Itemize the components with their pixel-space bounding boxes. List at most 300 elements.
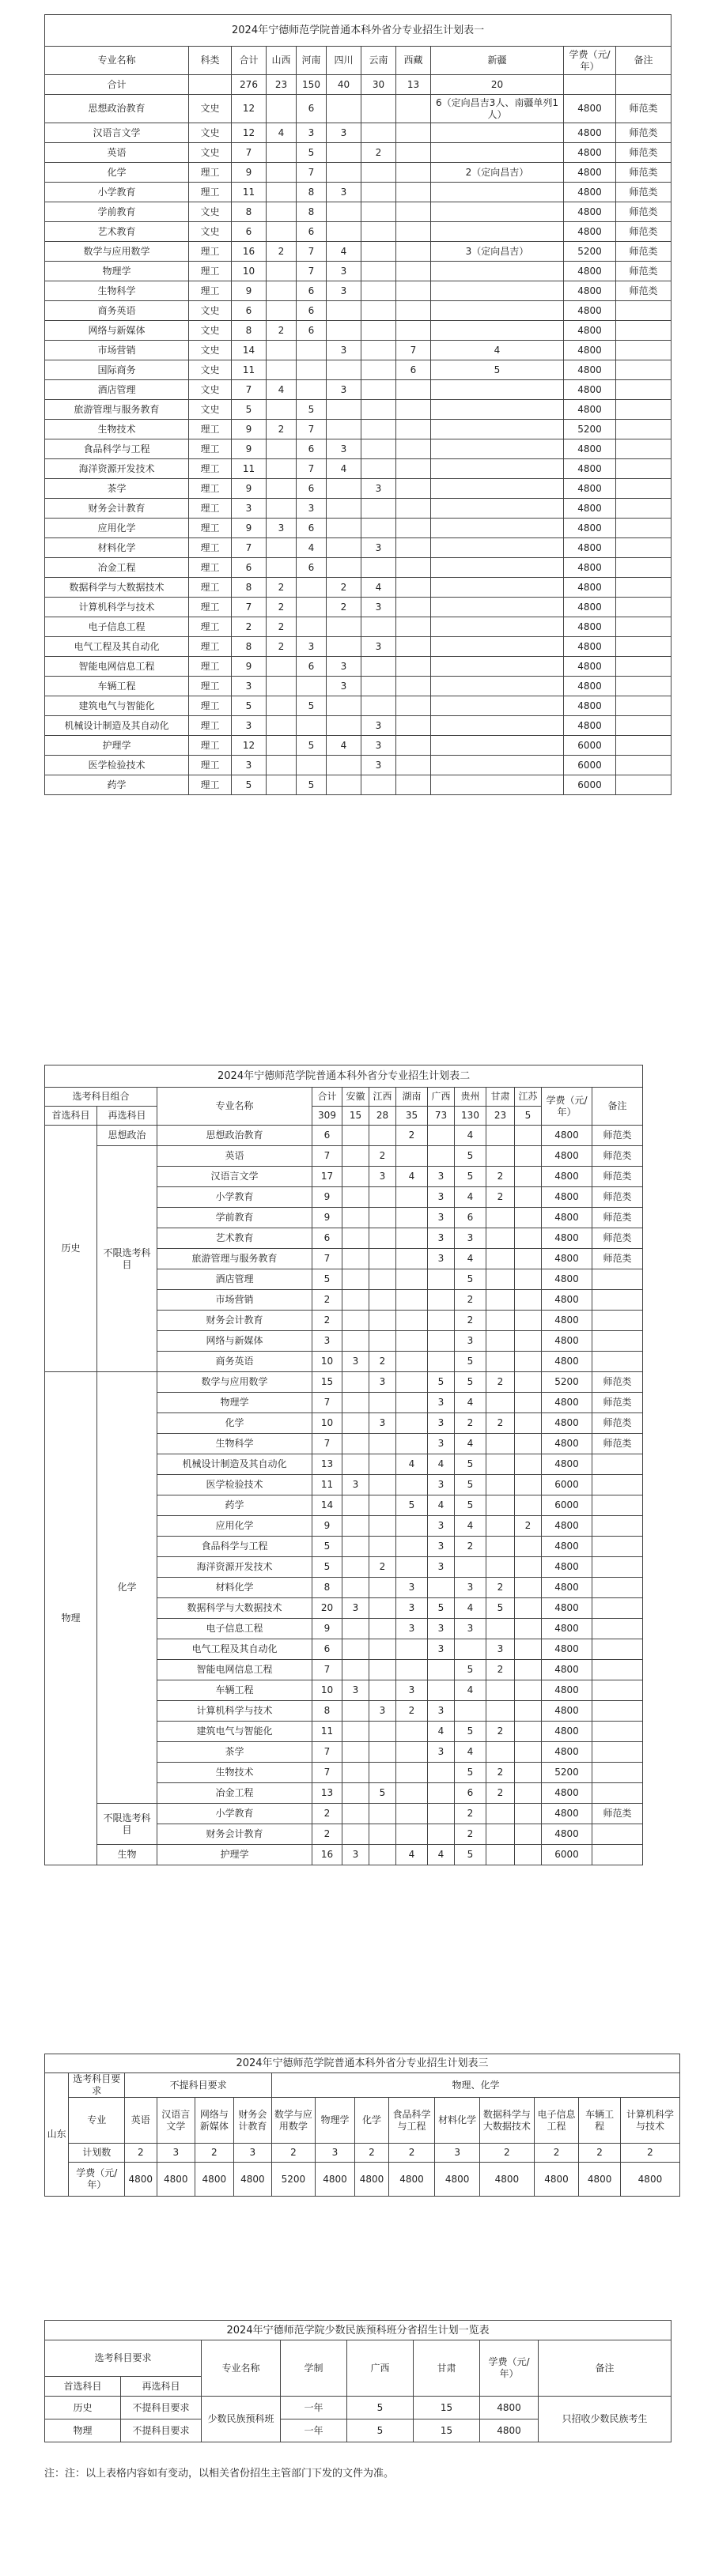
cell <box>616 519 671 538</box>
cell <box>327 143 361 163</box>
cell <box>592 1722 643 1742</box>
cell: 3 <box>428 1434 455 1454</box>
cell: 建筑电气与智能化 <box>45 696 189 716</box>
second-subject-cell: 不限选考科目 <box>97 1146 157 1372</box>
fee-cell: 4800 <box>579 2163 621 2197</box>
cell <box>267 439 297 459</box>
cell: 4800 <box>542 1722 592 1742</box>
cell: 7 <box>312 1249 342 1269</box>
cell <box>396 400 431 420</box>
header-cell: 学制 <box>281 2340 347 2397</box>
cell: 9 <box>232 281 267 301</box>
cell <box>297 360 327 380</box>
cell: 4 <box>455 1742 486 1763</box>
cell: 旅游管理与服务教育 <box>45 400 189 420</box>
cell: 师范类 <box>616 143 671 163</box>
cell <box>396 1187 428 1208</box>
cell: 13 <box>312 1783 342 1804</box>
cell: 2 <box>486 1783 515 1804</box>
cell: 3 <box>327 439 361 459</box>
cell <box>616 301 671 321</box>
cell: 2 <box>327 578 361 598</box>
cell <box>515 1578 542 1598</box>
table-row <box>45 617 671 637</box>
cell <box>616 716 671 736</box>
table-row <box>45 558 671 578</box>
cell: 7 <box>312 1434 342 1454</box>
cell: 4800 <box>564 202 616 222</box>
header-cell: 广西 <box>347 2340 414 2397</box>
cell <box>327 617 361 637</box>
table-row <box>45 281 671 301</box>
cell: 3 <box>428 1393 455 1413</box>
cell <box>369 1680 396 1701</box>
cell: 11 <box>312 1722 342 1742</box>
table-row <box>45 183 671 202</box>
cell <box>515 1454 542 1475</box>
cell <box>616 617 671 637</box>
cell: 10 <box>232 262 267 281</box>
cell: 3 <box>361 479 396 499</box>
cell: 理工 <box>189 499 232 519</box>
cell <box>342 1804 369 1824</box>
cell <box>515 1639 542 1660</box>
cell <box>369 1331 396 1352</box>
cell: 5 <box>297 736 327 756</box>
cell: 9 <box>232 479 267 499</box>
cell <box>515 1680 542 1701</box>
cell <box>361 657 396 677</box>
cell <box>515 1249 542 1269</box>
cell: 5 <box>297 775 327 795</box>
second-subject-cell: 思想政治 <box>97 1126 157 1146</box>
total-cell: 合计 <box>45 75 189 95</box>
cell <box>431 222 564 242</box>
cell <box>396 1804 428 1824</box>
cell <box>486 1434 515 1454</box>
cell <box>515 1742 542 1763</box>
cell: 5 <box>428 1598 455 1619</box>
cell: 3 <box>428 1557 455 1578</box>
cell: 9 <box>232 657 267 677</box>
cell: 理工 <box>189 262 232 281</box>
cell: 3 <box>369 1413 396 1434</box>
cell <box>267 736 297 756</box>
cell <box>428 1146 455 1167</box>
cell: 3 <box>428 1249 455 1269</box>
cell: 4800 <box>542 1249 592 1269</box>
cell: 6 <box>232 222 267 242</box>
cell: 3 <box>428 1413 455 1434</box>
cell: 7 <box>312 1146 342 1167</box>
cell <box>396 459 431 479</box>
cell: 6 <box>297 301 327 321</box>
cell: 4 <box>361 578 396 598</box>
cell: 文史 <box>189 301 232 321</box>
header-cell: 云南 <box>361 47 396 75</box>
cell <box>267 301 297 321</box>
cell: 8 <box>232 202 267 222</box>
table-row <box>45 756 671 775</box>
cell <box>267 558 297 578</box>
cell <box>592 1352 643 1372</box>
cell <box>369 1763 396 1783</box>
cell: 商务英语 <box>157 1352 312 1372</box>
cell: 3 <box>396 1680 428 1701</box>
cell <box>616 775 671 795</box>
cell: 计算机科学与技术 <box>45 598 189 617</box>
cell: 4 <box>455 1249 486 1269</box>
total-cell: 13 <box>396 75 431 95</box>
major-cell: 食品科学与工程 <box>388 2098 435 2144</box>
cell: 茶学 <box>45 479 189 499</box>
cell: 4 <box>428 1845 455 1865</box>
cell: 电子信息工程 <box>45 617 189 637</box>
header-cell: 江西 <box>369 1088 396 1107</box>
cell: 4 <box>327 459 361 479</box>
cell: 2 <box>232 617 267 637</box>
cell <box>361 775 396 795</box>
cell <box>369 1598 396 1619</box>
cell: 4 <box>428 1454 455 1475</box>
cell <box>369 1311 396 1331</box>
second-subject-cell: 化学 <box>97 1372 157 1804</box>
cell: 汉语言文学 <box>45 123 189 143</box>
cell <box>515 1146 542 1167</box>
header-cell: 四川 <box>327 47 361 75</box>
cell: 4800 <box>564 262 616 281</box>
cell <box>342 1454 369 1475</box>
cell <box>361 321 396 341</box>
cell: 15 <box>414 2419 480 2442</box>
cell <box>361 459 396 479</box>
cell: 学前教育 <box>157 1208 312 1228</box>
cell: 4 <box>455 1187 486 1208</box>
cell <box>592 1619 643 1639</box>
cell <box>431 439 564 459</box>
cell <box>431 202 564 222</box>
cell <box>342 1187 369 1208</box>
cell: 3 <box>342 1680 369 1701</box>
cell: 4800 <box>564 95 616 123</box>
fee-cell: 4800 <box>620 2163 679 2197</box>
cell <box>342 1619 369 1639</box>
cell: 智能电网信息工程 <box>45 657 189 677</box>
major-cell: 财务会计教育 <box>233 2098 272 2144</box>
cell: 5 <box>297 696 327 716</box>
cell <box>369 1722 396 1742</box>
fee-cell: 5200 <box>272 2163 316 2197</box>
cell <box>342 1249 369 1269</box>
cell <box>396 1249 428 1269</box>
header-cell: 15 <box>342 1107 369 1126</box>
cell: 5 <box>455 1352 486 1372</box>
cell <box>515 1824 542 1845</box>
cell: 4800 <box>542 1619 592 1639</box>
cell <box>486 1393 515 1413</box>
cell: 3 <box>232 716 267 736</box>
cell: 理工 <box>189 617 232 637</box>
cell <box>396 380 431 400</box>
cell <box>369 1578 396 1598</box>
cell <box>342 1311 369 1331</box>
cell <box>515 1701 542 1722</box>
cell <box>396 123 431 143</box>
cell: 6 <box>297 222 327 242</box>
table-row <box>45 538 671 558</box>
cell: 历史 <box>45 2397 121 2419</box>
cell <box>361 696 396 716</box>
cell <box>431 637 564 657</box>
header-cell: 备注 <box>592 1088 643 1126</box>
cell: 化学 <box>45 163 189 183</box>
cell: 理工 <box>189 519 232 538</box>
cell: 4 <box>327 736 361 756</box>
cell <box>327 756 361 775</box>
cell: 小学教育 <box>157 1804 312 1824</box>
cell: 师范类 <box>616 183 671 202</box>
header-cell: 学费（元/年） <box>69 2163 125 2197</box>
total-cell: 23 <box>267 75 297 95</box>
cell: 2 <box>267 242 297 262</box>
cell <box>327 538 361 558</box>
cell: 7 <box>312 1742 342 1763</box>
cell <box>361 400 396 420</box>
cell: 5200 <box>564 242 616 262</box>
cell <box>267 716 297 736</box>
cell: 一年 <box>281 2397 347 2419</box>
cell <box>361 341 396 360</box>
cell: 12 <box>232 95 267 123</box>
cell: 5200 <box>542 1372 592 1393</box>
cell: 理工 <box>189 420 232 439</box>
cell <box>396 1290 428 1311</box>
cell <box>431 538 564 558</box>
table-row <box>45 479 671 499</box>
table-title: 2024年宁德师范学院普通本科外省分专业招生计划表一 <box>45 15 671 47</box>
table-row <box>45 380 671 400</box>
cell: 理工 <box>189 538 232 558</box>
fee-cell: 4800 <box>315 2163 355 2197</box>
cell <box>431 696 564 716</box>
major-cell: 数学与应用数学 <box>272 2098 316 2144</box>
table-title: 2024年宁德师范学院少数民族预科班分省招生计划一览表 <box>45 2321 671 2340</box>
cell <box>592 1660 643 1680</box>
cell: 5 <box>455 1763 486 1783</box>
cell <box>515 1763 542 1783</box>
cell: 2 <box>312 1804 342 1824</box>
cell: 4800 <box>542 1639 592 1660</box>
cell <box>515 1804 542 1824</box>
cell <box>396 1763 428 1783</box>
cell <box>327 558 361 578</box>
table-row <box>45 439 671 459</box>
cell: 4800 <box>564 578 616 598</box>
cell: 4 <box>455 1680 486 1701</box>
cell <box>515 1660 542 1680</box>
cell <box>327 420 361 439</box>
cell: 师范类 <box>616 262 671 281</box>
cell <box>267 163 297 183</box>
cell <box>369 1639 396 1660</box>
table-header-row <box>45 47 671 75</box>
cell: 3 <box>342 1475 369 1495</box>
cell <box>486 1269 515 1290</box>
cell: 4800 <box>564 360 616 380</box>
cell <box>369 1537 396 1557</box>
cell <box>515 1352 542 1372</box>
table-row <box>45 637 671 657</box>
cell <box>515 1783 542 1804</box>
cell: 3 <box>428 1701 455 1722</box>
cell <box>342 1228 369 1249</box>
cell: 3 <box>312 1331 342 1352</box>
total-cell <box>616 75 671 95</box>
cell: 9 <box>232 163 267 183</box>
cell: 3 <box>428 1619 455 1639</box>
cell: 5 <box>455 1495 486 1516</box>
cell <box>342 1434 369 1454</box>
table-row <box>45 143 671 163</box>
plan-cell: 3 <box>315 2144 355 2163</box>
cell <box>592 1537 643 1557</box>
cell: 财务会计教育 <box>157 1311 312 1331</box>
cell <box>297 716 327 736</box>
cell <box>342 1331 369 1352</box>
cell: 7 <box>297 420 327 439</box>
cell: 3 <box>327 123 361 143</box>
cell: 6 <box>297 95 327 123</box>
cell: 材料化学 <box>45 538 189 558</box>
cell: 3 <box>361 716 396 736</box>
cell <box>616 736 671 756</box>
cell: 2 <box>369 1352 396 1372</box>
cell: 4 <box>428 1495 455 1516</box>
cell: 12 <box>232 736 267 756</box>
cell: 3 <box>455 1619 486 1639</box>
cell: 艺术教育 <box>157 1228 312 1249</box>
cell <box>396 420 431 439</box>
cell: 2 <box>369 1557 396 1578</box>
table-row <box>45 341 671 360</box>
cell: 3 <box>428 1475 455 1495</box>
cell <box>396 499 431 519</box>
cell: 7 <box>232 538 267 558</box>
cell <box>396 1824 428 1845</box>
header-cell: 35 <box>396 1107 428 1126</box>
cell: 5 <box>297 143 327 163</box>
cell: 2 <box>455 1311 486 1331</box>
cell: 9 <box>312 1516 342 1537</box>
table-row <box>45 1845 643 1865</box>
cell: 英语 <box>157 1146 312 1167</box>
cell: 思想政治教育 <box>45 95 189 123</box>
cell <box>592 1742 643 1763</box>
header-cell: 5 <box>515 1107 542 1126</box>
header-cell: 23 <box>486 1107 515 1126</box>
cell: 师范类 <box>592 1413 643 1434</box>
cell: 车辆工程 <box>45 677 189 696</box>
cell: 2 <box>455 1413 486 1434</box>
cell: 3 <box>297 499 327 519</box>
table-row <box>45 716 671 736</box>
cell: 海洋资源开发技术 <box>157 1557 312 1578</box>
cell <box>431 657 564 677</box>
cell: 3 <box>361 598 396 617</box>
total-cell: 20 <box>431 75 564 95</box>
cell <box>486 1804 515 1824</box>
cell: 一年 <box>281 2419 347 2442</box>
cell: 师范类 <box>592 1187 643 1208</box>
plan-cell: 2 <box>388 2144 435 2163</box>
header-cell: 选考科目要求 <box>45 2340 202 2377</box>
cell: 3 <box>327 380 361 400</box>
header-cell: 选考科目组合 <box>45 1088 157 1107</box>
cell <box>616 637 671 657</box>
cell <box>428 1126 455 1146</box>
cell <box>486 1475 515 1495</box>
major-cell: 物理学 <box>315 2098 355 2144</box>
cell: 药学 <box>157 1495 312 1516</box>
cell <box>396 1208 428 1228</box>
cell: 4 <box>455 1393 486 1413</box>
table-title: 2024年宁德师范学院普通本科外省分专业招生计划表三 <box>45 2054 680 2073</box>
cell: 应用化学 <box>157 1516 312 1537</box>
cell <box>369 1454 396 1475</box>
cell <box>486 1208 515 1228</box>
cell: 9 <box>232 439 267 459</box>
table-row <box>45 459 671 479</box>
cell: 4800 <box>564 222 616 242</box>
table-row <box>45 736 671 756</box>
cell: 2 <box>396 1126 428 1146</box>
cell: 2 <box>312 1311 342 1331</box>
cell: 2 <box>486 1187 515 1208</box>
cell <box>486 1126 515 1146</box>
cell: 理工 <box>189 439 232 459</box>
table-row <box>45 2397 671 2419</box>
cell: 医学检验技术 <box>45 756 189 775</box>
cell: 7 <box>312 1660 342 1680</box>
fee-cell: 4800 <box>195 2163 234 2197</box>
cell: 国际商务 <box>45 360 189 380</box>
cell: 4800 <box>564 637 616 657</box>
cell: 4800 <box>542 1804 592 1824</box>
cell: 6 <box>312 1126 342 1146</box>
header-cell: 学费（元/年） <box>480 2340 539 2397</box>
cell <box>361 281 396 301</box>
cell: 5 <box>347 2419 414 2442</box>
major-cell: 英语 <box>125 2098 157 2144</box>
plan-cell: 3 <box>233 2144 272 2163</box>
header-cell: 贵州 <box>455 1088 486 1107</box>
cell <box>327 360 361 380</box>
cell: 5 <box>428 1372 455 1393</box>
cell: 师范类 <box>616 123 671 143</box>
cell <box>616 341 671 360</box>
cell: 7 <box>297 459 327 479</box>
table-row <box>45 499 671 519</box>
cell <box>361 123 396 143</box>
cell <box>515 1557 542 1578</box>
cell: 2 <box>369 1146 396 1167</box>
cell: 2 <box>267 420 297 439</box>
cell: 文史 <box>189 95 232 123</box>
cell: 3 <box>361 756 396 775</box>
table-row <box>45 222 671 242</box>
cell <box>297 578 327 598</box>
cell: 4800 <box>564 163 616 183</box>
